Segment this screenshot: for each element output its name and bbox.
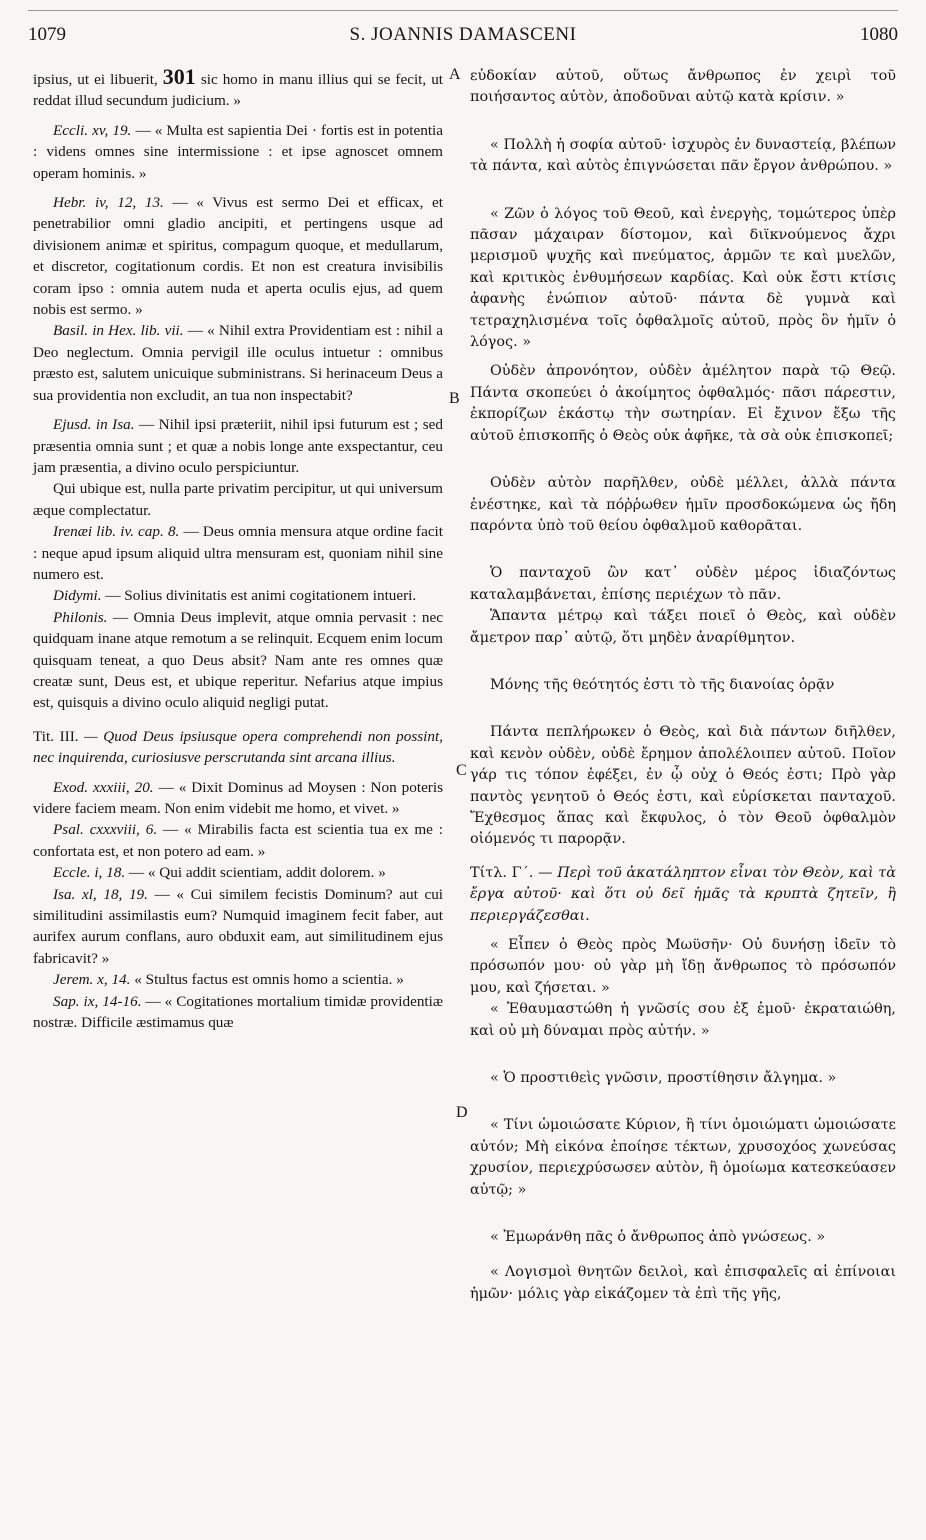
latin-text: — Omnia Deus implevit, atque omnia pervasit : nec quidquam inane atque remotum a se relinquit. Ecquem enim locum quisquam teneat, a quo Deus absit? Nam ante res omnes quæ creatæ sunt, Deus est, et ubique reperitur. Nefarius atque impius est, quisquis a divino oculo aliquid negligi putat. xyxy=(33,608,444,712)
greek-text: « Ἐμωράνθη πᾶς ὁ ἄνθρωπος ἀπὸ γνώσεως. » xyxy=(490,1229,826,1246)
greek-text: « Εἶπεν ὁ Θεὸς πρὸς Μωϋσῆν· Οὐ δυνήσῃ ἰδεῖν τὸ πρόσωπόν μου· οὐ γὰρ μὴ ἴδῃ ἄνθρωπος τὸ πρόσωπόν μου, καὶ ζήσεται. » xyxy=(470,937,896,996)
greek-text: εὐδοκίαν αὐτοῦ, οὕτως ἄνθρωπος ἐν χειρὶ τοῦ ποιήσαντος αὐτὸν, ἀποδοῦναι αὐτῷ κατὰ κρίσιν. » xyxy=(470,68,896,106)
greek-text: Οὐδὲν αὐτὸν παρῆλθεν, οὐδὲ μέλλει, ἀλλὰ πάντα ἐνέστηκε, καὶ τὰ πόῤῥωθεν ἡμῖν προσδοκώμενα ὡς ἤδη παρόντα ὑπὸ τοῦ θείου ὀφθαλμοῦ καθορᾶται. xyxy=(470,475,896,534)
latin-text: « Stultus factus est omnis homo a scientia. » xyxy=(134,971,404,989)
citation: Jerem. x, 14. xyxy=(53,971,131,989)
latin-text: — « Nihil extra Providentiam est : nihil a Deo neglectum. Omnia pervigil ille oculus intuetur : omnibus præsto est, salutem unicuique subministrans. Si herinaceum Deus a sua providentia non excludit, an tua non inspectabit? xyxy=(33,322,443,404)
latin-text: sic homo in manu illius qui se fecit, ut reddat illud secundum judicium. » xyxy=(33,71,444,110)
page-header xyxy=(28,10,898,50)
citation: Philonis. xyxy=(53,608,108,626)
greek-section-title xyxy=(470,863,896,927)
latin-paragraph xyxy=(33,414,443,478)
margin-marker-b: B xyxy=(449,390,460,407)
greek-text: « Πολλὴ ἡ σοφία αὐτοῦ· ἰσχυρὸς ἐν δυναστείᾳ, βλέπων τὰ πάντα, καὶ αὐτὸς ἐπιγνώσεται πᾶν ἔργον ἀνθρώπου. » xyxy=(470,136,896,175)
latin-paragraph xyxy=(33,585,443,606)
greek-paragraph xyxy=(470,1227,896,1248)
latin-text: — « Qui addit scientiam, addit dolorem. » xyxy=(128,864,386,882)
greek-paragraph xyxy=(470,204,896,354)
title-text: — Quod Deus ipsiusque opera comprehendi non possint, nec inquirenda, curiosiusve perscrutanda sint arcana illius. xyxy=(33,727,444,767)
latin-paragraph xyxy=(33,521,443,585)
greek-text: « Ἐθαυμαστώθη ἡ γνῶσίς σου ἐξ ἐμοῦ· ἐκραταιώθη, καὶ οὐ μὴ δύναμαι πρὸς αὐτήν. » xyxy=(470,1001,896,1039)
greek-text: « Λογισμοὶ θνητῶν δειλοὶ, καὶ ἐπισφαλεῖς αἱ ἐπίνοιαι ἡμῶν· μόλις γὰρ εἰκάζομεν τὰ ἐπὶ τῆς γῆς, xyxy=(470,1264,896,1302)
greek-paragraph xyxy=(470,1262,896,1305)
greek-text: « Τίνι ὡμοιώσατε Κύριον, ἢ τίνι ὁμοιώματι ὡμοιώσατε αὐτόν; Μὴ εἰκόνα ἐποίησε τέκτων, χρυσοχόος χωνεύσας χρυσίον, περιεχρύσωσεν αὐτὸν, ἢ ὁμοίωμα κατεσκεύασεν αὐτῷ; » xyxy=(470,1117,896,1198)
greek-paragraph xyxy=(470,722,896,850)
greek-paragraph xyxy=(470,66,896,109)
greek-paragraph xyxy=(470,1115,896,1201)
margin-marker-d: D xyxy=(456,1104,468,1121)
greek-paragraph xyxy=(470,473,896,537)
citation: Irenæi lib. iv. cap. 8. xyxy=(53,523,180,541)
citation: Sap. ix, 14-16. xyxy=(53,992,142,1010)
greek-text: « Ζῶν ὁ λόγος τοῦ Θεοῦ, καὶ ἐνεργὴς, τομώτερος ὑπὲρ πᾶσαν μάχαιραν δίστομον, καὶ διϊκνούμενος ἄχρι μερισμοῦ ψυχῆς καὶ πνεύματος, ἁρμῶν τε καὶ μυελῶν, καὶ κριτικὸς ἐνθυμήσεων καρδίας. Καὶ οὐκ ἔστι κτίσις ἀφανὴς ἐνώπιον αὐτοῦ· πάντα δὲ γυμνὰ καὶ τετραχηλισμένα τοῖς ὀφθαλμοῖς αὐτοῦ, πρὸς ὃν ἡμῖν ὁ λόγος. » xyxy=(470,205,896,351)
page-number-right: 1080 xyxy=(860,24,898,45)
margin-marker-c: C xyxy=(456,762,467,779)
latin-paragraph xyxy=(33,66,443,112)
latin-paragraph xyxy=(33,884,443,970)
greek-paragraph xyxy=(470,935,896,999)
greek-text: Πάντα πεπλήρωκεν ὁ Θεὸς, καὶ διὰ πάντων διῆλθεν, καὶ κενὸν οὐδὲν, οὐδὲ ἔρημον ἀπολέλοιπεν αὐτοῦ. Ποῖον γάρ τις τόπον ἐφέξει, ἐν ᾧ οὐχ ὁ Θεός ἐστι; Πρὸ γὰρ παντὸς γενητοῦ ὁ Θεός ἐστι, καὶ εὑρίσκεται πανταχοῦ. Ἔχθεσμος ἅπας καὶ ἔκφυλος, ὁ τὸν Θεοῦ ὀφθαλμὸν οἰόμενός τι παρορᾷν. xyxy=(470,724,896,848)
title-text: — Περὶ τοῦ ἀκατάληπτον εἶναι τὸν Θεὸν, καὶ τὰ ἔργα αὐτοῦ· καὶ ὅτι οὐ δεῖ ἡμᾶς τὰ κρυπτὰ ζητεῖν, ἢ περιεργάζεσθαι. xyxy=(470,864,896,924)
citation: Isa. xl, 18, 19. xyxy=(53,885,148,903)
greek-text: Ὁ πανταχοῦ ὢν κατ᾽ οὐδὲν μέρος ἰδιαζόντως καταλαμβάνεται, ἐπίσης περιέχων τὸ πᾶν. xyxy=(470,565,896,603)
latin-text: ipsius, ut ei libuerit, xyxy=(33,71,158,88)
latin-paragraph xyxy=(33,478,443,521)
title-number: Tit. III. xyxy=(33,727,79,745)
latin-text: — Solius divinitatis est animi cogitationem intueri. xyxy=(105,587,417,605)
latin-column xyxy=(33,66,443,1033)
citation: Eccle. i, 18. xyxy=(53,864,126,882)
latin-paragraph xyxy=(33,819,443,862)
latin-section-title xyxy=(33,726,443,769)
greek-text: Οὐδὲν ἀπρονόητον, οὐδὲν ἀμέλητον παρὰ τῷ Θεῷ. Πάντα σκοπεύει ὁ ἀκοίμητος ὀφθαλμός· πᾶσι πάρεστιν, ἐκπορίζων ἑκάστῳ τὴν σωτηρίαν. Εἰ ἔχινον ἔξω τῆς αὐτοῦ ἐπισκοπῆς ὁ Θεὸς οὐκ ἀφῆκε, τὰ σὰ οὐκ ἐπισκοπεῖ; xyxy=(470,363,896,444)
greek-text: « Ὁ προστιθεὶς γνῶσιν, προστίθησιν ἄλγημα. » xyxy=(490,1070,837,1087)
latin-paragraph xyxy=(33,192,443,320)
latin-paragraph xyxy=(33,607,443,714)
citation: Hebr. iv, 12, 13. xyxy=(53,194,164,212)
latin-paragraph xyxy=(33,120,443,184)
greek-paragraph xyxy=(470,135,896,178)
latin-text: Qui ubique est, nulla parte privatim percipitur, ut qui universum æque complectatur. xyxy=(33,480,443,519)
citation: Psal. cxxxviii, 6. xyxy=(53,821,158,839)
title-number: Τίτλ. Γ΄. xyxy=(470,864,534,881)
greek-text: Ἅπαντα μέτρῳ καὶ τάξει ποιεῖ ὁ Θεὸς, καὶ οὐδὲν ἄμετρον παρ᾽ αὐτῷ, ὅτι μηδὲν ἀναρίθμητον. xyxy=(470,608,896,646)
latin-text: — Deus omnia mensura atque ordine facit : neque apud ipsum aliquid ultra mensuram est, quoniam nihil sine numero est. xyxy=(33,523,444,583)
running-title: S. JOANNIS DAMASCENI xyxy=(349,24,577,45)
greek-text: Μόνης τῆς θεότητός ἐστι τὸ τῆς διανοίας ὁρᾷν xyxy=(490,676,835,693)
column-number: 301 xyxy=(162,64,196,89)
greek-column xyxy=(470,66,896,1305)
greek-paragraph xyxy=(470,999,896,1042)
latin-paragraph xyxy=(33,969,443,990)
greek-paragraph xyxy=(470,361,896,447)
latin-paragraph xyxy=(33,320,443,406)
citation: Exod. xxxiii, 20. xyxy=(53,778,154,796)
greek-paragraph xyxy=(470,675,896,696)
latin-text: — « Cogitationes mortalium timidæ providentiæ nostræ. Difficile æstimamus quæ xyxy=(33,992,443,1032)
greek-paragraph xyxy=(470,606,896,649)
citation: Ejusd. in Isa. xyxy=(53,416,135,434)
citation: Basil. in Hex. lib. vii. xyxy=(53,322,184,340)
latin-text: — « Dixit Dominus ad Moysen : Non poteris videre faciem meam. Non enim videbit me homo, et vivet. » xyxy=(33,778,443,817)
citation: Didymi. xyxy=(53,587,102,605)
latin-text: — « Vivus est sermo Dei et efficax, et penetrabilior omni gladio ancipiti, et pertingens usque ad divisionem animæ et spiritus, compagum quoque, et medullarum, et discretor, cogitationum cordis. Et non est creatura invisibilis coram ipso : omnia autem nuda et aperta oculis ejus, ad quem nobis est sermo. » xyxy=(33,194,443,319)
latin-text: — Nihil ipsi præteriit, nihil ipsi futurum est ; sed præsentia omnia sunt ; et quæ a nobis longe ante exspectantur, ceu jam præsentia, a divino oculo perspiciuntur. xyxy=(33,416,443,476)
greek-paragraph xyxy=(470,1068,896,1089)
header-rule xyxy=(28,10,898,11)
latin-text: — « Mirabilis facta est scientia tua ex me : confortata est, et non potero ad eam. » xyxy=(33,821,443,860)
latin-paragraph xyxy=(33,862,443,883)
citation: Eccli. xv, 19. xyxy=(53,121,132,139)
latin-text: — « Cui similem fecistis Dominum? aut cui similitudini assimilastis eum? Numquid imaginem fecit faber, aut aurifex aurum conflans, auro obduxit eam, aut similitudinem ejus fabricavit? » xyxy=(33,885,444,967)
latin-paragraph xyxy=(33,991,443,1034)
page-number-left: 1079 xyxy=(28,24,66,45)
greek-paragraph xyxy=(470,563,896,606)
latin-text: — « Multa est sapientia Dei · fortis est in potentia : videns omnes sine intermissione : et ipse agnoscet omnem operam hominis. » xyxy=(33,121,444,182)
margin-marker-a: A xyxy=(449,66,461,83)
latin-paragraph xyxy=(33,777,443,820)
